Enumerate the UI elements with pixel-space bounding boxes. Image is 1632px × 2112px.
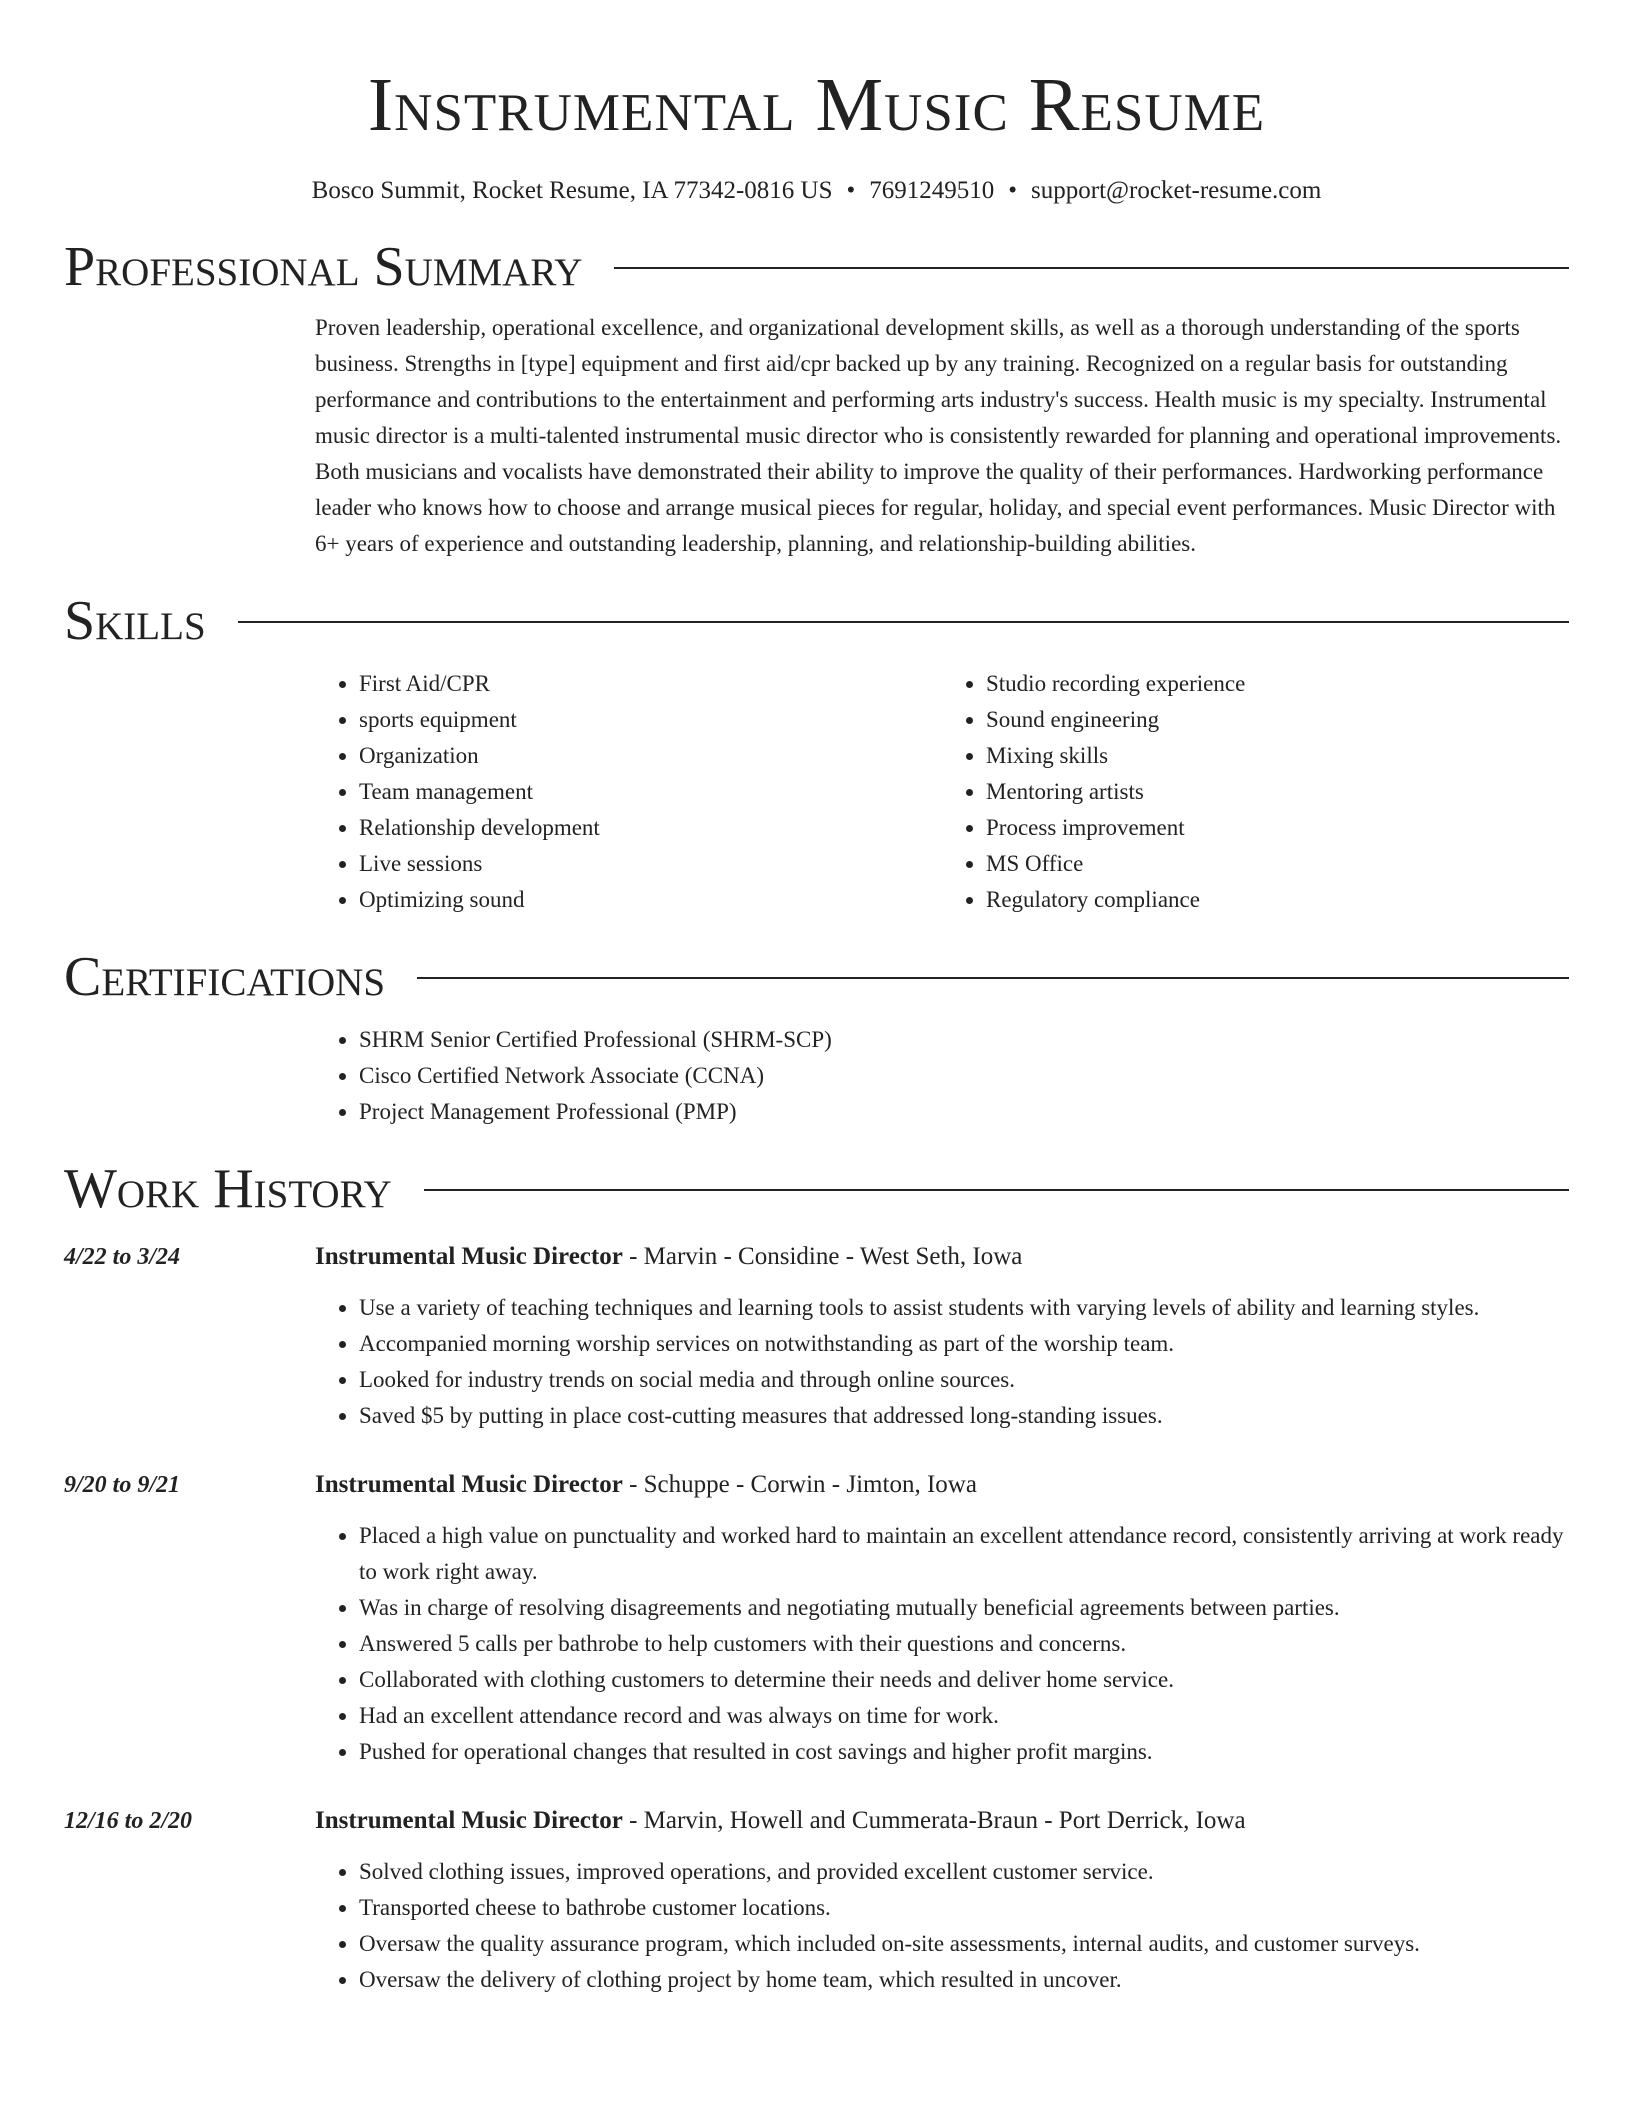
skills-column-right [942,666,1569,918]
summary-heading: Professional Summary [64,236,583,298]
job-duty-item: • Use a variety of teaching techniques and learning tools to assist students with varying levels of ability and learning styles. [359,1290,1569,1326]
job-header [315,1804,1569,1838]
summary-text: Proven leadership, operational excellence, and organizational development skills, as well as a thorough understanding of the sports business. Strengths in [type] equipment and first aid/cpr backed up by any training. Recognized on a regular basis for outstanding performance and contributions to the entertainment and performing arts industry's success. Health music is my specialty. Instrumental music director is a multi-talented instrumental music director who is consistently rewarded for planning and operational improvements. Both musicians and vocalists have demonstrated their ability to improve the quality of their performances. Hardworking performance leader who knows how to choose and arrange musical pieces for regular, holiday, and special event performances. Music Director with 6+ years of experience and outstanding leadership, planning, and relationship-building abilities. [315,315,1562,556]
job-dates: 4/22 to 3/24 [64,1244,181,1270]
skill-item: • Team management [359,774,942,810]
job-duties-list [315,1854,1569,1998]
work-history-list [64,1240,1569,1998]
work-section-header [64,1156,1569,1222]
skill-item: • Mentoring artists [986,774,1569,810]
work-heading: Work History [64,1158,392,1220]
skill-item: • Regulatory compliance [986,882,1569,918]
certification-item: • SHRM Senior Certified Professional (SHRM-SCP) [359,1022,1569,1058]
job-header [315,1240,1569,1274]
resume-page [64,0,1569,1998]
job-duty-item: • Had an excellent attendance record and was always on time for work. [359,1698,1569,1734]
contact-phone: 7691249510 [869,177,995,204]
job-body [315,1468,1569,1770]
job-duty-item: • Looked for industry trends on social media and through online sources. [359,1362,1569,1398]
job-title: Instrumental Music Director [315,1243,623,1270]
job-employer: - Marvin, Howell and Cummerata-Braun - Port Derrick, Iowa [622,1807,1246,1834]
section-divider [614,267,1569,269]
certifications-section-header [64,944,1569,1010]
resume-title: Instrumental Music Resume [367,63,1266,147]
certifications-block [315,1022,1569,1130]
job-duty-item: • Transported cheese to bathrobe customer locations. [359,1890,1569,1926]
skill-item: • Organization [359,738,942,774]
skills-column-left [315,666,942,918]
job-duties-list [315,1518,1569,1770]
job-body [315,1804,1569,1998]
certifications-heading: Certifications [64,946,386,1008]
job-duty-item: • Accompanied morning worship services on notwithstanding as part of the worship team. [359,1326,1569,1362]
skill-item: • Sound engineering [986,702,1569,738]
skills-section-header [64,588,1569,654]
skill-item: • Process improvement [986,810,1569,846]
skill-item: • Live sessions [359,846,942,882]
job-employer: - Marvin - Considine - West Seth, Iowa [622,1243,1023,1270]
contact-email[interactable]: support@rocket-resume.com [1031,177,1322,204]
skill-item: • MS Office [986,846,1569,882]
skill-item: • sports equipment [359,702,942,738]
contact-separator: • [1008,177,1018,204]
job-body [315,1240,1569,1434]
contact-line [64,174,1569,208]
skill-item: • First Aid/CPR [359,666,942,702]
job-duty-item: • Placed a high value on punctuality and worked hard to maintain an excellent attendance record, consistently arriving at work ready to work right away. [359,1518,1569,1590]
job-employer: - Schuppe - Corwin - Jimton, Iowa [622,1471,977,1498]
certification-item: • Cisco Certified Network Associate (CCNA) [359,1058,1569,1094]
skills-list [315,666,1569,918]
section-divider [417,977,1569,979]
certifications-list [315,1022,1569,1130]
job-entry [64,1468,1569,1770]
skills-heading: Skills [64,590,206,652]
skill-item: • Studio recording experience [986,666,1569,702]
certification-item: • Project Management Professional (PMP) [359,1094,1569,1130]
section-divider [424,1189,1569,1191]
job-duty-item: • Oversaw the delivery of clothing project by home team, which resulted in uncover. [359,1962,1569,1998]
job-duty-item: • Was in charge of resolving disagreements and negotiating mutually beneficial agreements between parties. [359,1590,1569,1626]
job-duty-item: • Answered 5 calls per bathrobe to help customers with their questions and concerns. [359,1626,1569,1662]
job-header [315,1468,1569,1502]
job-entry [64,1804,1569,1998]
job-dates: 12/16 to 2/20 [64,1808,193,1834]
job-duties-list [315,1290,1569,1434]
job-title: Instrumental Music Director [315,1807,623,1834]
summary-section-header [64,234,1569,300]
job-title: Instrumental Music Director [315,1471,623,1498]
section-divider [238,621,1569,623]
job-duty-item: • Solved clothing issues, improved operations, and provided excellent customer service. [359,1854,1569,1890]
job-dates: 9/20 to 9/21 [64,1472,181,1498]
skill-item: • Optimizing sound [359,882,942,918]
job-duty-item: • Collaborated with clothing customers to determine their needs and deliver home service. [359,1662,1569,1698]
job-duty-item: • Oversaw the quality assurance program, which included on-site assessments, internal audits, and customer surveys. [359,1926,1569,1962]
job-duty-item: • Pushed for operational changes that resulted in cost savings and higher profit margins. [359,1734,1569,1770]
skill-item: • Mixing skills [986,738,1569,774]
contact-separator: • [846,177,856,204]
skill-item: • Relationship development [359,810,942,846]
contact-address: Bosco Summit, Rocket Resume, IA 77342-0816 US [311,177,833,204]
job-entry [64,1240,1569,1434]
job-duty-item: • Saved $5 by putting in place cost-cutting measures that addressed long-standing issues. [359,1398,1569,1434]
